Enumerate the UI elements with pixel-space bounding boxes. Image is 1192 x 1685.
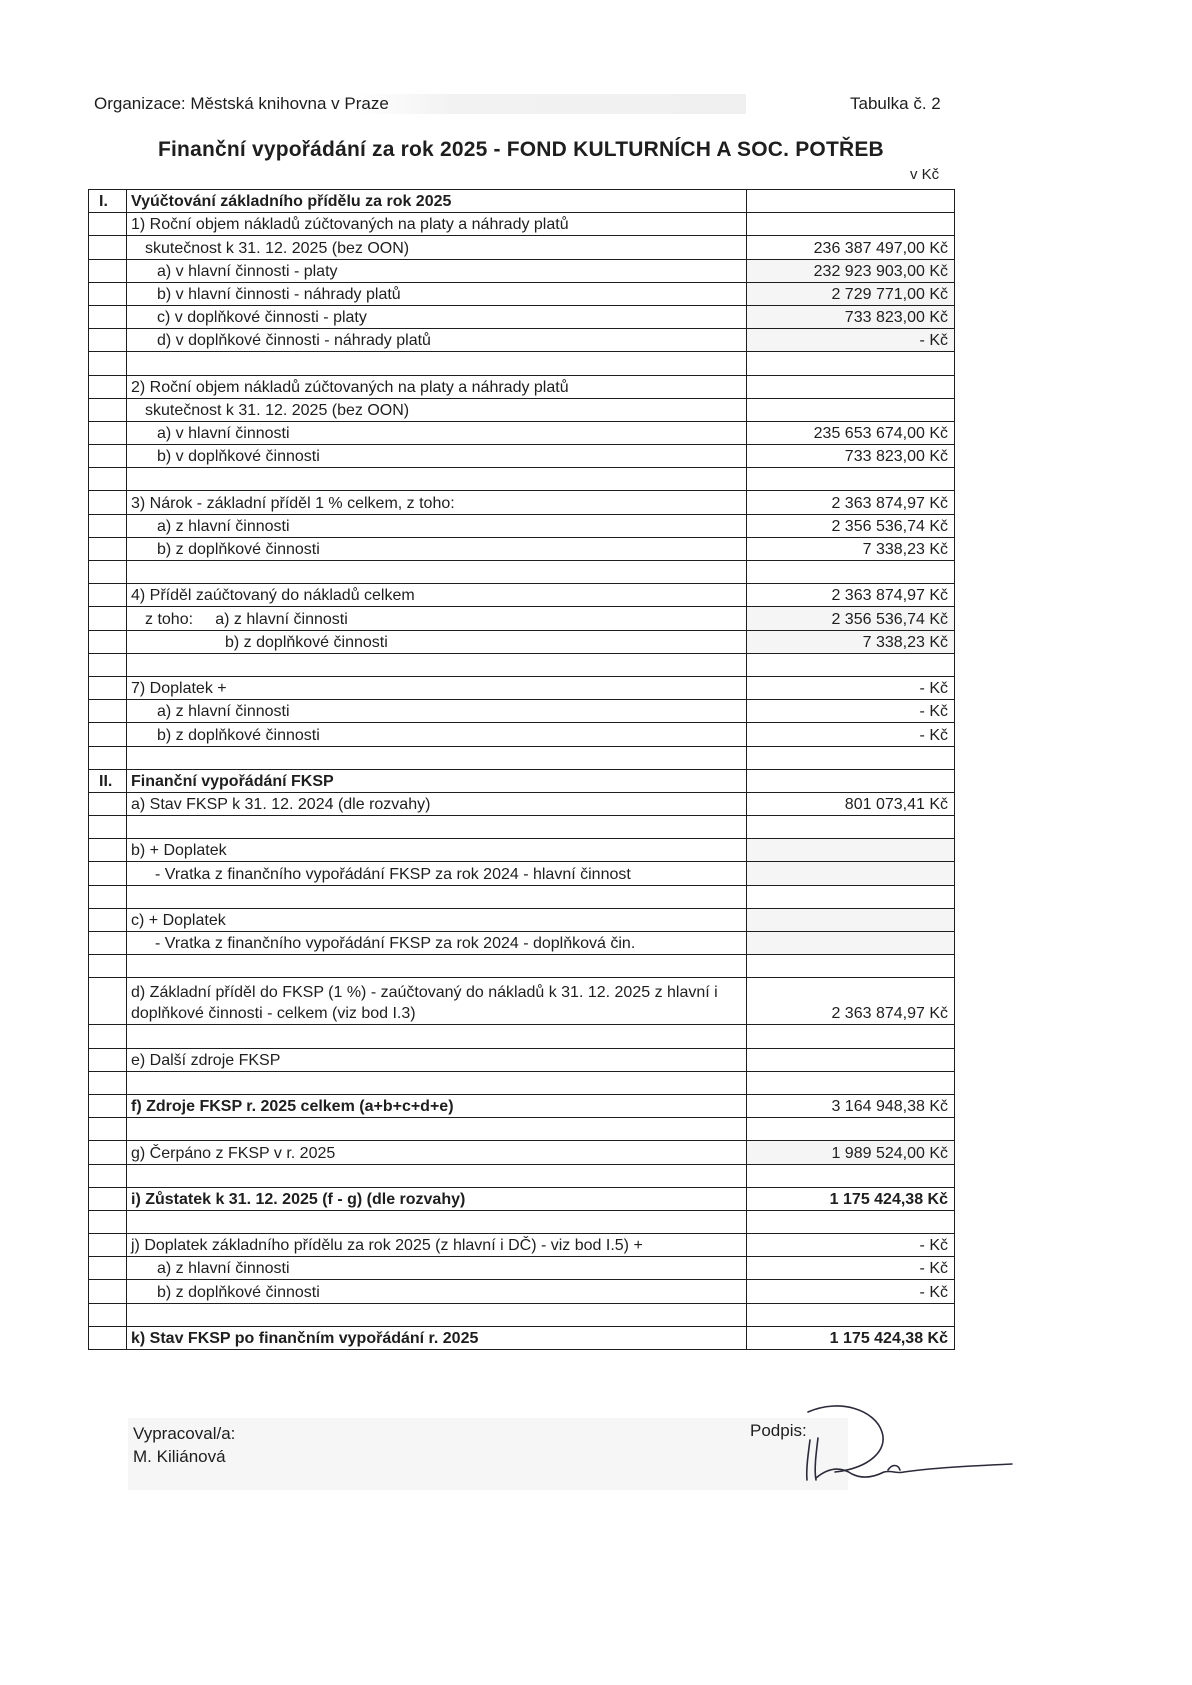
table-row <box>89 1234 955 1257</box>
row-label: b) + Doplatek <box>127 839 747 862</box>
table-row <box>89 1280 955 1303</box>
row-value: 1 175 424,38 Kč <box>747 1187 955 1210</box>
empty-row <box>89 885 955 908</box>
row-label: 4) Příděl zaúčtovaný do nákladů celkem <box>127 584 747 607</box>
table-row <box>89 932 955 955</box>
row-label: d) v doplňkové činnosti - náhrady platů <box>127 329 747 352</box>
empty-row <box>89 1071 955 1094</box>
row-label: skutečnost k 31. 12. 2025 (bez OON) <box>127 236 747 259</box>
row-label: b) v hlavní činnosti - náhrady platů <box>127 282 747 305</box>
table-row <box>89 676 955 699</box>
row-label: b) z doplňkové činnosti <box>127 537 747 560</box>
section-number: I. <box>89 190 127 213</box>
row-value: - Kč <box>747 676 955 699</box>
row-value: - Kč <box>747 1280 955 1303</box>
row-label: b) v doplňkové činnosti <box>127 445 747 468</box>
row-value: 733 823,00 Kč <box>747 305 955 328</box>
row-value: 1 175 424,38 Kč <box>747 1326 955 1349</box>
table-row <box>89 329 955 352</box>
row-value: - Kč <box>747 329 955 352</box>
row-value: 2 363 874,97 Kč <box>747 584 955 607</box>
row-value: 2 363 874,97 Kč <box>747 491 955 514</box>
table-row <box>89 236 955 259</box>
row-label: i) Zůstatek k 31. 12. 2025 (f - g) (dle rozvahy) <box>127 1187 747 1210</box>
empty-row <box>89 1118 955 1141</box>
row-value: 235 653 674,00 Kč <box>747 421 955 444</box>
section-number: II. <box>89 769 127 792</box>
table-row <box>89 1257 955 1280</box>
row-value: - Kč <box>747 723 955 746</box>
prepared-by-name: M. Kiliánová <box>133 1447 226 1466</box>
row-label: 2) Roční objem nákladů zúčtovaných na platy a náhrady platů <box>127 375 747 398</box>
row-value: - Kč <box>747 1257 955 1280</box>
row-label: b) z doplňkové činnosti <box>127 723 747 746</box>
table-row <box>89 769 955 792</box>
table-row <box>89 190 955 213</box>
table-row <box>89 978 955 1025</box>
footer-scan-shade <box>128 1418 848 1490</box>
empty-row <box>89 1210 955 1233</box>
row-label: c) + Doplatek <box>127 908 747 931</box>
signature-label: Podpis: <box>750 1421 807 1440</box>
row-label: - Vratka z finančního vypořádání FKSP za rok 2024 - doplňková čin. <box>127 932 747 955</box>
table-row <box>89 213 955 236</box>
row-label: j) Doplatek základního přídělu za rok 2025 (z hlavní i DČ) - viz bod I.5) + <box>127 1234 747 1257</box>
row-label: c) v doplňkové činnosti - platy <box>127 305 747 328</box>
table-row <box>89 908 955 931</box>
table-row <box>89 421 955 444</box>
table-row <box>89 375 955 398</box>
empty-row <box>89 653 955 676</box>
row-value: 1 989 524,00 Kč <box>747 1141 955 1164</box>
prepared-by-label: Vypracoval/a: <box>133 1424 236 1443</box>
table-row <box>89 491 955 514</box>
table-row <box>89 700 955 723</box>
row-label: 3) Nárok - základní příděl 1 % celkem, z toho: <box>127 491 747 514</box>
empty-row <box>89 1303 955 1326</box>
row-label: 1) Roční objem nákladů zúčtovaných na platy a náhrady platů <box>127 213 747 236</box>
table-row <box>89 1187 955 1210</box>
row-label: - Vratka z finančního vypořádání FKSP za rok 2024 - hlavní činnost <box>127 862 747 885</box>
table-row <box>89 1141 955 1164</box>
section-title: Vyúčtování základního přídělu za rok 2025 <box>127 190 747 213</box>
table-row <box>89 862 955 885</box>
handwritten-signature <box>780 1380 1020 1490</box>
organization-label: Organizace: Městská knihovna v Praze <box>92 94 746 114</box>
row-label: skutečnost k 31. 12. 2025 (bez OON) <box>127 398 747 421</box>
row-label: a) v hlavní činnosti <box>127 421 747 444</box>
empty-row <box>89 955 955 978</box>
row-label: a) z hlavní činnosti <box>127 1257 747 1280</box>
table-row <box>89 1326 955 1349</box>
row-label: a) z hlavní činnosti <box>127 514 747 537</box>
row-label: z toho: a) z hlavní činnosti <box>127 607 747 630</box>
row-label: 7) Doplatek + <box>127 676 747 699</box>
row-value: 236 387 497,00 Kč <box>747 236 955 259</box>
row-value: 2 729 771,00 Kč <box>747 282 955 305</box>
row-value: 2 356 536,74 Kč <box>747 514 955 537</box>
document-title: Finanční vypořádání za rok 2025 - FOND KULTURNÍCH A SOC. POTŘEB <box>158 138 884 161</box>
table-row <box>89 839 955 862</box>
empty-row <box>89 561 955 584</box>
table-row <box>89 607 955 630</box>
empty-row <box>89 352 955 375</box>
settlement-table <box>88 189 955 1350</box>
row-value: 3 164 948,38 Kč <box>747 1094 955 1117</box>
table-row <box>89 1048 955 1071</box>
row-label: b) z doplňkové činnosti <box>127 630 747 653</box>
row-value: - Kč <box>747 1234 955 1257</box>
row-label: b) z doplňkové činnosti <box>127 1280 747 1303</box>
table-row <box>89 514 955 537</box>
currency-unit: v Kč <box>910 166 940 183</box>
table-row <box>89 792 955 815</box>
table-row <box>89 537 955 560</box>
table-row <box>89 630 955 653</box>
row-label: a) Stav FKSP k 31. 12. 2024 (dle rozvahy) <box>127 792 747 815</box>
section-title: Finanční vypořádání FKSP <box>127 769 747 792</box>
empty-row <box>89 1164 955 1187</box>
table-row <box>89 584 955 607</box>
empty-row <box>89 468 955 491</box>
row-label: k) Stav FKSP po finančním vypořádání r. 2025 <box>127 1326 747 1349</box>
row-value: 733 823,00 Kč <box>747 445 955 468</box>
row-label: a) v hlavní činnosti - platy <box>127 259 747 282</box>
row-value: 801 073,41 Kč <box>747 792 955 815</box>
table-row <box>89 282 955 305</box>
table-row <box>89 398 955 421</box>
row-value: 7 338,23 Kč <box>747 537 955 560</box>
row-value: 7 338,23 Kč <box>747 630 955 653</box>
row-label: e) Další zdroje FKSP <box>127 1048 747 1071</box>
empty-row <box>89 816 955 839</box>
row-label: a) z hlavní činnosti <box>127 700 747 723</box>
table-row <box>89 305 955 328</box>
row-label: f) Zdroje FKSP r. 2025 celkem (a+b+c+d+e) <box>127 1094 747 1117</box>
row-value: 232 923 903,00 Kč <box>747 259 955 282</box>
row-value: 2 363 874,97 Kč <box>747 978 955 1025</box>
empty-row <box>89 1025 955 1048</box>
empty-row <box>89 746 955 769</box>
row-value: - Kč <box>747 700 955 723</box>
table-row <box>89 259 955 282</box>
row-value: 2 356 536,74 Kč <box>747 607 955 630</box>
table-row <box>89 445 955 468</box>
table-row <box>89 723 955 746</box>
row-label: g) Čerpáno z FKSP v r. 2025 <box>127 1141 747 1164</box>
table-number: Tabulka č. 2 <box>850 94 941 113</box>
row-label: d) Základní příděl do FKSP (1 %) - zaúčtovaný do nákladů k 31. 12. 2025 z hlavní i doplňkové činnosti - celkem (viz bod I.3) <box>127 978 747 1025</box>
table-row <box>89 1094 955 1117</box>
